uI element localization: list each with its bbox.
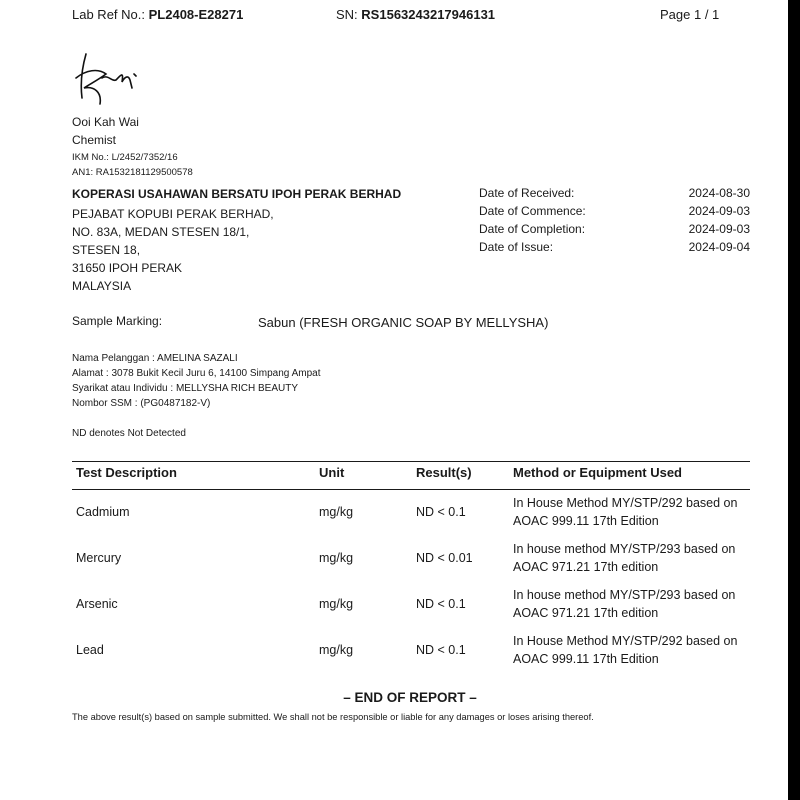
cell-result: ND < 0.1 [416,643,466,657]
customer-line: Nama Pelanggan : AMELINA SAZALI [72,353,238,364]
date-issue-label: Date of Issue: [479,240,554,254]
date-commence-value: 2024-09-03 [688,204,750,218]
cell-unit: mg/kg [319,643,354,657]
col-header-method: Method or Equipment Used [513,465,682,480]
cell-unit: mg/kg [319,551,354,565]
sn-value: RS1563243217946131 [361,7,496,22]
date-completion-value: 2024-09-03 [688,222,750,236]
sample-marking-value: Sabun (FRESH ORGANIC SOAP BY MELLYSHA) [258,315,549,330]
sn-label: SN: [336,7,358,22]
cell-result: ND < 0.1 [416,597,466,611]
client-address-line: PEJABAT KOPUBI PERAK BERHAD, [72,207,274,221]
sample-marking-label: Sample Marking: [72,314,163,328]
end-of-report: – END OF REPORT – [343,690,477,705]
date-received-label: Date of Received: [479,186,575,200]
serial-number [336,7,495,22]
customer-line: Nombor SSM : (PG0487182-V) [72,398,211,409]
table-header-rule [72,489,750,490]
customer-line: Alamat : 3078 Bukit Kecil Juru 6, 14100 Simpang Ampat [72,368,321,379]
cell-test: Cadmium [76,505,130,519]
cell-test: Mercury [76,551,122,565]
cell-unit: mg/kg [319,505,354,519]
cell-method: In house method MY/STP/293 based on AOAC 971.21 17th edition [513,588,736,620]
ikm-number: IKM No.: L/2452/7352/16 [72,152,178,163]
cell-result: ND < 0.01 [416,551,473,565]
cell-method: In house method MY/STP/293 based on AOAC 971.21 17th edition [513,542,736,574]
lab-ref-value: PL2408-E28271 [148,7,244,22]
date-received-value: 2024-08-30 [688,186,750,200]
an1-number: AN1: RA1532181129500578 [72,167,193,178]
cell-unit: mg/kg [319,597,354,611]
client-address-line: 31650 IPOH PERAK [72,261,183,275]
disclaimer: The above result(s) based on sample submitted. We shall not be responsible or liable for any damages or loses arising thereof. [72,712,594,722]
col-header-result: Result(s) [416,465,472,480]
cell-test: Lead [76,643,104,657]
client-address-line: STESEN 18, [72,243,141,257]
cell-test: Arsenic [76,597,118,611]
signature-image [72,48,152,112]
nd-note: ND denotes Not Detected [72,428,186,439]
lab-ref [72,7,243,22]
col-header-test: Test Description [76,465,177,480]
chemist-name: Ooi Kah Wai [72,115,139,129]
chemist-title: Chemist [72,133,117,147]
client-address-line: NO. 83A, MEDAN STESEN 18/1, [72,225,250,239]
date-completion-label: Date of Completion: [479,222,586,236]
col-header-unit: Unit [319,465,345,480]
page-number: Page 1 / 1 [660,7,720,22]
cell-result: ND < 0.1 [416,505,466,519]
date-commence-label: Date of Commence: [479,204,586,218]
cell-method: In House Method MY/STP/292 based on AOAC 999.11 17th Edition [513,634,738,666]
lab-ref-label: Lab Ref No.: [72,7,145,22]
client-address-line: MALAYSIA [72,279,132,293]
cell-method: In House Method MY/STP/292 based on AOAC 999.11 17th Edition [513,496,738,528]
screen-edge [788,0,800,800]
customer-line: Syarikat atau Individu : MELLYSHA RICH BEAUTY [72,383,299,394]
table-top-rule [72,461,750,462]
date-issue-value: 2024-09-04 [688,240,750,254]
client-name: KOPERASI USAHAWAN BERSATU IPOH PERAK BERHAD [72,187,402,201]
